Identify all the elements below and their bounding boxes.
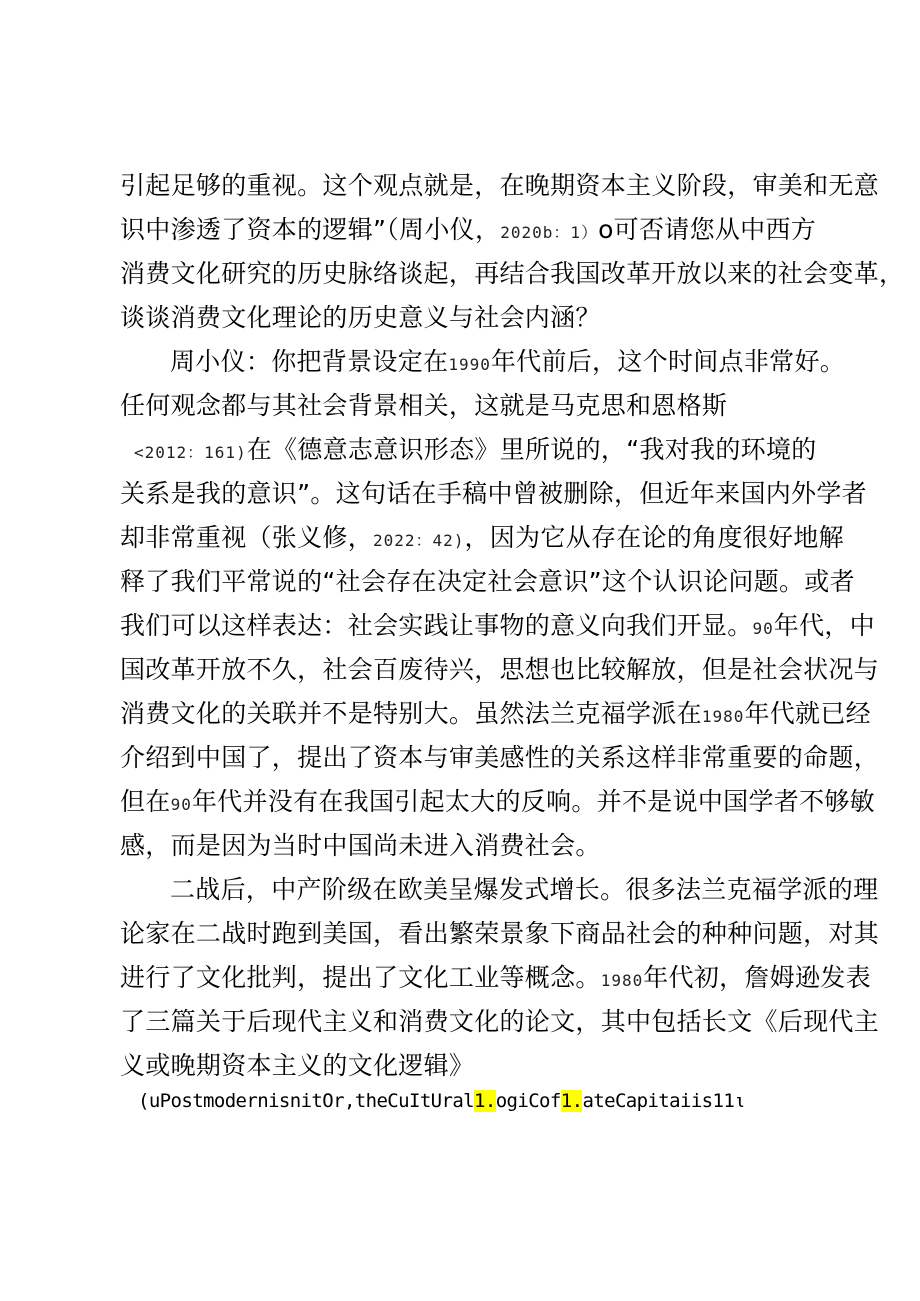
text-span: 二战后，中产阶级在欧美呈爆发式增长。很多法兰克福学派的理	[170, 875, 879, 904]
text-span: (uPostmodernisnitOr,theCuItUral	[138, 1090, 475, 1112]
text-line	[170, 874, 878, 906]
year-number: 1990	[448, 355, 491, 374]
text-span: 识中渗透了资本的逻辑”（周小仪，	[120, 215, 501, 244]
text-span: 论家在二战时跑到美国，看出繁荣景象下商品社会的种种问题，对其	[120, 919, 880, 948]
text-span: 年代并没有在我国引起太大的反响。并不是说中国学者不够敏	[191, 787, 875, 816]
text-span: 但在	[120, 787, 171, 816]
text-span: 消费文化研究的历史脉络谈起，再结合我国改革开放以来的社会变革，	[120, 259, 905, 288]
text-line	[120, 742, 879, 774]
text-line	[120, 698, 871, 733]
text-span: 年代就已经	[744, 699, 871, 728]
text-span: ateCapitaiis11ι	[582, 1090, 746, 1112]
text-span: 年代，中	[773, 611, 875, 640]
year-number: 1980	[701, 707, 745, 726]
text-line	[134, 434, 817, 469]
text-span: 任何观念都与其社会背景相关，这就是马克思和恩格斯	[120, 391, 728, 420]
english-title-line	[138, 1086, 745, 1116]
text-line	[120, 786, 875, 821]
text-span: 进行了文化批判，提出了文化工业等概念。	[120, 963, 601, 992]
year-number: 1980	[600, 971, 644, 990]
text-span: 引起足够的重视。这个观点就是，在晚期资本主义阶段，审美和无意	[120, 171, 880, 200]
text-span: 谈谈消费文化理论的历史意义与社会内涵？	[120, 303, 601, 332]
text-span: 义或晚期资本主义的文化逻辑》	[120, 1051, 475, 1080]
text-span: 介绍到中国了，提出了资本与审美感性的关系这样非常重要的命题，	[120, 743, 880, 772]
text-span: ，因为它从存在论的角度很好地解	[464, 523, 844, 552]
text-span: 了三篇关于后现代主义和消费文化的论文，其中包括长文《后现代主	[120, 1007, 880, 1036]
year-number: 90	[170, 795, 192, 814]
text-span: 消费文化的关联并不是特别大。虽然法兰克福学派在	[120, 699, 702, 728]
text-line	[120, 566, 855, 598]
text-line	[120, 654, 879, 686]
text-line	[120, 1006, 879, 1038]
text-line	[120, 390, 727, 422]
text-line	[120, 214, 816, 249]
citation-number: 2020b：1）	[500, 223, 599, 242]
citation-number: 2022：42)	[373, 531, 465, 550]
text-span: 国改革开放不久，社会百废待兴，思想也比较解放，但是社会状况与	[120, 655, 880, 684]
text-span: 我们可以这样表达：社会实践让事物的意义向我们开显。	[120, 611, 753, 640]
text-line	[120, 258, 904, 290]
text-span: 在《德意志意识形态》里所说的，“我对我的环境的	[246, 435, 817, 464]
text-line	[120, 962, 871, 997]
text-line	[120, 170, 879, 202]
highlighted-text: 1.	[474, 1090, 496, 1112]
highlighted-text: 1.	[560, 1090, 583, 1112]
text-span: 年代前后，这个时间点非常好。	[490, 347, 846, 376]
text-line	[120, 302, 601, 334]
text-span: 释了我们平常说的“社会存在决定社会意识”这个认识论问题。或者	[120, 567, 855, 596]
text-line	[120, 522, 844, 557]
text-span: 感，而是因为当时中国尚未进入消费社会。	[120, 831, 601, 860]
text-span: o可否请您从中西方	[598, 215, 817, 244]
text-span: 年代初，詹姆逊发表	[643, 963, 871, 992]
text-line	[120, 1050, 474, 1082]
text-span: 关系是我的意识”。这句话在手稿中曾被删除，但近年来国内外学者	[120, 479, 867, 508]
text-span: 周小仪：你把背景设定在	[170, 347, 449, 376]
text-line	[120, 610, 875, 645]
text-span: ogiCof	[495, 1090, 561, 1112]
year-number: 90	[752, 619, 774, 638]
text-line	[120, 918, 879, 950]
text-line	[170, 346, 845, 381]
text-span: 却非常重视（张义修，	[120, 523, 374, 552]
citation-number: <2012：161)	[134, 443, 247, 462]
text-line	[120, 478, 867, 510]
text-line	[120, 830, 601, 862]
